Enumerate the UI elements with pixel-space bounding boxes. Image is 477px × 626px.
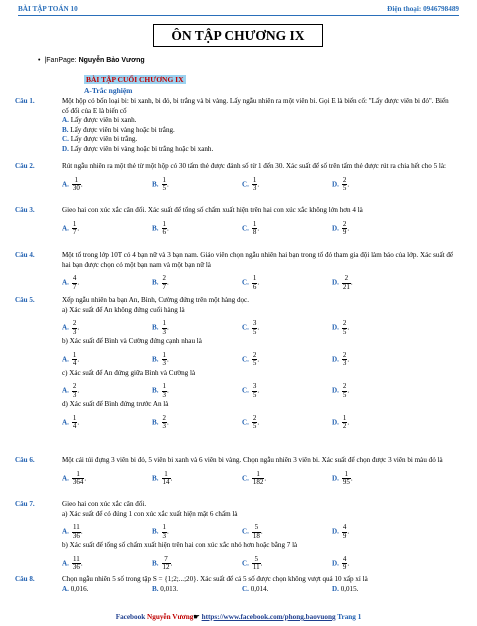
fraction: $\frac{2}{3}$ — [72, 319, 77, 336]
option-a: A. 0,016. — [62, 584, 89, 593]
subquestion-a: a) Xác suất để có đúng 1 con xúc xắc xuất hiện mặt 6 chấm là — [62, 509, 238, 518]
fraction: $\frac{1}{5}$ — [162, 175, 167, 193]
fraction: $\frac{1}{8}$ — [252, 219, 257, 237]
header-phone: Điện thoại: 0946798489 — [387, 5, 459, 13]
question-1 — [15, 97, 456, 155]
option-d: D. $\frac{2}{5}$ . — [332, 382, 350, 399]
fraction: $\frac{1}{6}$ — [162, 219, 167, 237]
options-row — [62, 270, 456, 292]
options-row — [62, 466, 456, 488]
options-row — [62, 216, 456, 238]
fraction: $\frac{1}{3}$ — [162, 523, 167, 540]
subquestion-d: d) Xác suất để Bình đứng trước An là — [62, 400, 169, 409]
fraction: $\frac{2}{5}$ — [342, 382, 347, 399]
question-6 — [15, 456, 456, 488]
options-row — [62, 410, 456, 432]
option-c: C. $\frac{2}{5}$ . — [242, 350, 260, 368]
fraction: $\frac{2}{21}$ — [342, 274, 350, 291]
fraction: $\frac{2}{9}$ — [342, 219, 347, 237]
question-8 — [15, 575, 456, 596]
option-c: C. 0,014. — [242, 584, 269, 593]
option-a: A. $\frac{11}{36}$ . — [62, 523, 83, 540]
option-c: C. $\frac{2}{5}$ . — [242, 413, 260, 431]
fraction: $\frac{1}{3}$ — [252, 175, 257, 193]
fraction: $\frac{4}{7}$ — [72, 274, 77, 291]
option-a: A. Lấy được viên bi xanh. — [62, 116, 137, 125]
fraction: $\frac{2}{7}$ — [162, 274, 167, 291]
fraction: $\frac{2}{5}$ — [252, 350, 257, 368]
fraction: $\frac{1}{95}$ — [342, 469, 350, 487]
question-label: Câu 7. — [15, 500, 35, 508]
fraction: $\frac{7}{12}$ — [162, 554, 170, 572]
fraction: $\frac{2}{5}$ — [342, 175, 347, 193]
fanpage-name: Nguyễn Bảo Vương — [78, 57, 145, 64]
fraction: $\frac{1}{4}$ — [72, 350, 77, 368]
header-subject: BÀI TẬP TOÁN 10 — [18, 5, 78, 13]
footer-page-number: Trang 1 — [335, 613, 362, 621]
fraction: $\frac{11}{36}$ — [72, 523, 80, 540]
option-b: B. $\frac{1}{5}$ . — [152, 175, 169, 193]
fraction: $\frac{1}{30}$ — [72, 175, 80, 193]
option-b: B. Lấy được viên bi vàng hoặc bi trắng. — [62, 125, 175, 134]
subquestion-b: b) Xác suất để Bình và Cường đứng cạnh nhau là — [62, 337, 202, 346]
question-2 — [15, 162, 456, 194]
footer-link[interactable]: https://www.facebook.com/phong.baovuong — [201, 613, 336, 621]
fraction: $\frac{1}{2}$ — [342, 413, 347, 431]
fanpage-prefix: |FanPage: — [44, 57, 79, 64]
bullet-icon: • — [38, 57, 41, 64]
option-d: D. $\frac{2}{5}$ . — [332, 175, 350, 193]
question-label: Câu 1. — [15, 97, 35, 105]
option-a: A. $\frac{4}{7}$ . — [62, 274, 80, 291]
options-row — [62, 585, 456, 596]
question-5 — [15, 296, 456, 432]
option-a: A. $\frac{1}{4}$ . — [62, 350, 80, 368]
option-d: D. $\frac{1}{95}$ . — [332, 469, 353, 487]
options-row — [62, 378, 456, 400]
option-a: A. $\frac{2}{3}$ . — [62, 382, 80, 399]
option-d: D. Lấy được viên bi vàng hoặc bi trắng hoặc bi xanh. — [62, 144, 214, 153]
option-b: B. $\frac{1}{6}$ . — [152, 219, 169, 237]
fraction: $\frac{1}{182}$ — [252, 469, 264, 487]
fraction: $\frac{4}{9}$ — [342, 554, 347, 572]
fraction: $\frac{5}{18}$ — [252, 523, 260, 540]
option-a: A. $\frac{2}{3}$ . — [62, 319, 80, 336]
option-c: C. $\frac{1}{182}$ . — [242, 469, 267, 487]
option-d: D. 0,015. — [332, 584, 359, 593]
fanpage-line — [38, 57, 145, 64]
option-b: B. $\frac{1}{3}$ . — [152, 319, 169, 336]
option-c: C. $\frac{1}{3}$ . — [242, 175, 260, 193]
question-text: Chọn ngẫu nhiên 5 số trong tập S = {1;2;...;20}. Xác suất để cả 5 số được chọn không vượt quá 10 xấp xỉ là — [62, 575, 368, 583]
option-c: C. $\frac{3}{5}$ . — [242, 382, 260, 399]
fraction: $\frac{4}{9}$ — [342, 523, 347, 540]
fraction: $\frac{2}{5}$ — [252, 413, 257, 431]
option-b: B. $\frac{1}{3}$ . — [152, 382, 169, 399]
question-label: Câu 4. — [15, 251, 35, 259]
option-b: B. 0,013. — [152, 584, 179, 593]
question-label: Câu 8. — [15, 575, 35, 583]
fraction: $\frac{1}{4}$ — [72, 413, 77, 431]
question-3 — [15, 206, 456, 238]
option-d: D. $\frac{2}{3}$ . — [332, 350, 350, 368]
fraction: $\frac{1}{3}$ — [162, 382, 167, 399]
fraction: $\frac{1}{14}$ — [162, 469, 170, 487]
page-header — [18, 4, 459, 16]
question-text: Một cái túi đựng 3 viên bi đỏ, 5 viên bi xanh và 6 viên bi vàng. Chọn ngẫu nhiên 3 viên bi. Xác suất để chọn được 3 viên bi màu đỏ là — [62, 456, 443, 464]
option-d: D. $\frac{1}{2}$ . — [332, 413, 350, 431]
fraction: $\frac{1}{7}$ — [72, 219, 77, 237]
fraction: $\frac{2}{5}$ — [342, 319, 347, 336]
option-c: C. $\frac{1}{6}$ . — [242, 274, 260, 291]
question-label: Câu 3. — [15, 206, 35, 214]
fraction: $\frac{3}{5}$ — [252, 382, 257, 399]
option-c: C. $\frac{5}{11}$ . — [242, 554, 263, 572]
fraction: $\frac{1}{3}$ — [162, 350, 167, 368]
option-b: B. $\frac{1}{3}$ . — [152, 350, 169, 368]
page-footer — [0, 612, 477, 621]
question-text: Rút ngẫu nhiên ra một thẻ từ một hộp có 30 tấm thẻ được đánh số từ 1 đến 30. Xác suất để số trên tấm thẻ được rút ra chia hết cho 5 là: — [62, 162, 446, 170]
subquestion-c: c) Xác suất để An đứng giữa Bình và Cường là — [62, 368, 196, 377]
question-text: Một tổ trong lớp 10T có 4 bạn nữ và 3 bạn nam. Giáo viên chọn ngẫu nhiên hai bạn trong tổ đó tham gia đội làm báo của lớp. Xác suất để hai bạn được chọn có một bạn nam và một bạn nữ là — [62, 251, 454, 269]
hand-icon: ☛ — [193, 613, 200, 621]
fraction: $\frac{11}{36}$ — [72, 554, 80, 572]
options-row — [62, 347, 456, 369]
options-row — [62, 519, 456, 541]
footer-facebook: Facebook — [115, 613, 148, 621]
question-text: Gieo hai con xúc xắc cân đối. Xác suất để tổng số chấm xuất hiện trên hai con xúc xắc không lớn hơn 4 là — [62, 206, 363, 214]
option-d: D. $\frac{2}{9}$ . — [332, 219, 350, 237]
option-b: B. $\frac{1}{3}$ . — [152, 523, 169, 540]
page-title: ÔN TẬP CHƯƠNG IX — [153, 24, 323, 47]
option-d: D. $\frac{4}{9}$ . — [332, 523, 350, 540]
question-text: Một hộp có bốn loại bi: bi xanh, bi đỏ, bi trắng và bi vàng. Lấy ngẫu nhiên ra một viên bi. Gọi E là biến cố: "Lấy được viên bi đỏ". Biến cố đối của E là biến cố — [62, 97, 449, 115]
option-d: D. $\frac{2}{5}$ . — [332, 319, 350, 336]
question-7 — [15, 500, 456, 573]
option-b: B. $\frac{2}{3}$ . — [152, 413, 169, 431]
subquestion-b: b) Xác suất để tổng số chấm xuất hiện trên hai con xúc xắc nhỏ hơn hoặc bằng 7 là — [62, 541, 298, 550]
options-row — [62, 315, 456, 337]
option-d: D. $\frac{2}{21}$ . — [332, 274, 353, 291]
question-label: Câu 5. — [15, 296, 35, 304]
question-label: Câu 2. — [15, 162, 35, 170]
option-b: B. $\frac{7}{12}$ . — [152, 554, 173, 572]
question-label: Câu 6. — [15, 456, 35, 464]
footer-author: Nguyễn Vương — [147, 613, 194, 621]
options-row — [62, 551, 456, 573]
option-a: A. $\frac{11}{36}$ . — [62, 554, 83, 572]
option-c: C. $\frac{5}{18}$ . — [242, 523, 263, 540]
option-a: A. $\frac{1}{30}$ . — [62, 175, 83, 193]
fraction: $\frac{2}{3}$ — [72, 382, 77, 399]
option-a: A. $\frac{1}{4}$ . — [62, 413, 80, 431]
option-a: A. $\frac{1}{364}$ . — [62, 469, 87, 487]
question-text: Gieo hai con xúc xắc cân đối. — [62, 500, 147, 508]
fraction: $\frac{1}{3}$ — [162, 319, 167, 336]
question-text: Xếp ngẫu nhiên ba bạn An, Bình, Cường đứng trên một hàng dọc. — [62, 296, 249, 304]
option-a: A. $\frac{1}{7}$ . — [62, 219, 80, 237]
option-d: D. $\frac{4}{9}$ . — [332, 554, 350, 572]
fraction: $\frac{2}{3}$ — [162, 413, 167, 431]
section-title: BÀI TẬP CUỐI CHƯƠNG IX — [86, 75, 184, 84]
fraction: $\frac{1}{364}$ — [72, 469, 84, 487]
fraction: $\frac{1}{6}$ — [252, 274, 257, 291]
fraction: $\frac{3}{5}$ — [252, 319, 257, 336]
subsection-title: A-Trắc nghiệm — [84, 86, 133, 95]
options-row — [62, 172, 456, 194]
option-c: C. $\frac{1}{8}$ . — [242, 219, 260, 237]
fraction: $\frac{5}{11}$ — [252, 554, 260, 572]
option-c: C. $\frac{3}{5}$ . — [242, 319, 260, 336]
fraction: $\frac{2}{3}$ — [342, 350, 347, 368]
option-c: C. Lấy được viên bi trắng. — [62, 135, 138, 144]
question-4 — [15, 251, 456, 292]
option-b: B. $\frac{1}{14}$ . — [152, 469, 173, 487]
option-b: B. $\frac{2}{7}$ . — [152, 274, 169, 291]
subquestion-a: a) Xác suất để An không đứng cuối hàng là — [62, 305, 185, 314]
